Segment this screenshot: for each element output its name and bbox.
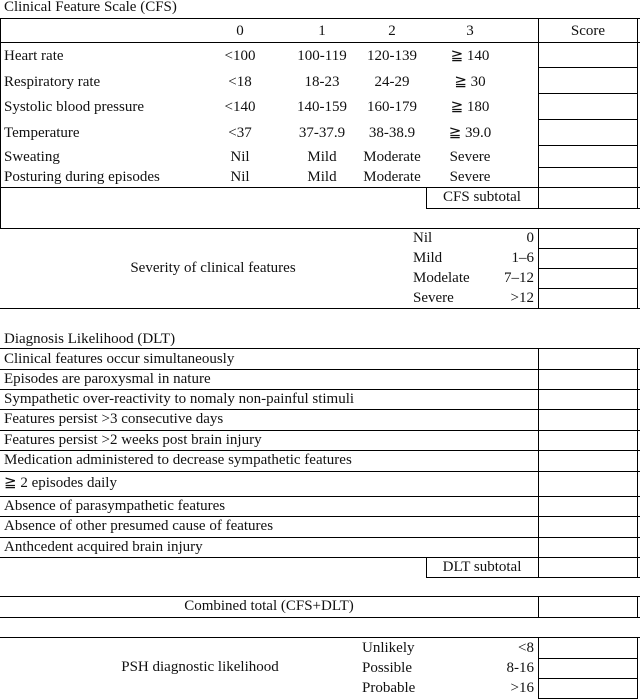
dlt-item: Clinical features occur simultaneously bbox=[4, 351, 235, 367]
cell-value: ≧ 140 bbox=[450, 48, 490, 64]
cell-value: Mild bbox=[307, 149, 337, 165]
divider bbox=[538, 678, 638, 679]
psh-likelihood-label: PSH diagnostic likelihood bbox=[121, 659, 279, 675]
cell-value: <100 bbox=[224, 48, 256, 64]
divider bbox=[0, 471, 640, 472]
row-label: Sweating bbox=[4, 149, 60, 165]
column-header-2: 2 bbox=[388, 23, 396, 39]
cfs-title: Clinical Feature Scale (CFS) bbox=[4, 0, 177, 15]
cell-value: 24-29 bbox=[374, 74, 410, 90]
cell-value: Moderate bbox=[363, 149, 421, 165]
divider bbox=[637, 348, 638, 577]
severity-mild-range: 1–6 bbox=[511, 250, 534, 266]
cell-value: 140-159 bbox=[297, 99, 347, 115]
divider bbox=[0, 18, 1, 228]
row-label: Temperature bbox=[4, 125, 80, 141]
divider bbox=[0, 308, 640, 309]
psh-possible-range: 8-16 bbox=[506, 660, 534, 676]
combined-total-label: Combined total (CFS+DLT) bbox=[184, 598, 354, 614]
divider bbox=[0, 348, 640, 349]
divider bbox=[538, 145, 638, 146]
divider bbox=[426, 577, 640, 578]
divider bbox=[0, 18, 640, 19]
cell-value: <140 bbox=[224, 99, 256, 115]
divider bbox=[637, 637, 638, 699]
psh-probable-range: >16 bbox=[510, 680, 534, 696]
cell-value: <37 bbox=[228, 125, 252, 141]
severity-label: Severity of clinical features bbox=[130, 260, 296, 276]
cell-value: ≧ 180 bbox=[450, 99, 490, 115]
severity-nil-label: Nil bbox=[413, 230, 433, 246]
divider bbox=[0, 42, 640, 43]
row-label: Heart rate bbox=[4, 48, 64, 64]
dlt-item: Episodes are paroxysmal in nature bbox=[4, 371, 211, 387]
divider bbox=[0, 557, 640, 558]
severity-severe-label: Severe bbox=[413, 290, 454, 306]
cell-value: 160-179 bbox=[367, 99, 417, 115]
divider bbox=[538, 248, 638, 249]
divider bbox=[538, 348, 539, 577]
cell-value: Mild bbox=[307, 169, 337, 185]
divider bbox=[538, 93, 638, 94]
psh-possible-label: Possible bbox=[362, 660, 413, 676]
dlt-item: Features persist >2 weeks post brain injury bbox=[4, 432, 262, 448]
cell-value: Severe bbox=[449, 149, 491, 165]
divider bbox=[0, 228, 640, 229]
dlt-item: ≧ 2 episodes daily bbox=[4, 475, 117, 491]
severity-mild-label: Mild bbox=[413, 250, 443, 266]
cell-value: Moderate bbox=[363, 169, 421, 185]
severity-severe-range: >12 bbox=[510, 290, 534, 306]
severity-nil-range: 0 bbox=[526, 230, 534, 246]
psh-unlikely-label: Unlikely bbox=[362, 640, 415, 656]
divider bbox=[538, 67, 638, 68]
row-label: Systolic blood pressure bbox=[4, 99, 144, 115]
dlt-title: Diagnosis Likelihood (DLT) bbox=[4, 331, 176, 347]
row-label: Respiratory rate bbox=[4, 74, 101, 90]
cell-value: 120-139 bbox=[367, 48, 417, 64]
divider bbox=[538, 288, 638, 289]
severity-moderate-range: 7–12 bbox=[504, 270, 534, 286]
dlt-item: Medication administered to decrease sympathetic features bbox=[4, 452, 352, 468]
column-header-0: 0 bbox=[236, 23, 244, 39]
cell-value: ≧ 30 bbox=[454, 74, 486, 90]
cell-value: 37-37.9 bbox=[298, 125, 346, 141]
divider bbox=[538, 167, 638, 168]
dlt-subtotal-label: DLT subtotal bbox=[442, 559, 522, 575]
divider bbox=[637, 18, 638, 208]
dlt-item: Absence of other presumed cause of features bbox=[4, 518, 274, 534]
divider bbox=[0, 617, 640, 618]
psh-probable-label: Probable bbox=[362, 680, 416, 696]
divider bbox=[538, 658, 638, 659]
dlt-item: Anthcedent acquired brain injury bbox=[4, 539, 203, 555]
dlt-item: Features persist >3 consecutive days bbox=[4, 411, 224, 427]
cell-value: Severe bbox=[449, 169, 491, 185]
score-header: Score bbox=[570, 23, 606, 39]
dlt-item: Sympathetic over-reactivity to nomaly non-painful stimuli bbox=[4, 391, 355, 407]
divider bbox=[0, 637, 640, 638]
divider bbox=[0, 187, 640, 188]
cell-value: <18 bbox=[228, 74, 252, 90]
cell-value: 100-119 bbox=[297, 48, 347, 64]
divider bbox=[538, 18, 539, 208]
cell-value: Nil bbox=[230, 149, 250, 165]
divider bbox=[426, 208, 640, 209]
cell-value: Nil bbox=[230, 169, 250, 185]
divider bbox=[538, 596, 539, 617]
divider bbox=[637, 596, 638, 617]
cell-value: 18-23 bbox=[304, 74, 340, 90]
divider bbox=[538, 637, 539, 699]
row-label: Posturing during episodes bbox=[4, 169, 160, 185]
column-header-3: 3 bbox=[466, 23, 474, 39]
dlt-item: Absence of parasympathetic features bbox=[4, 498, 226, 514]
column-header-1: 1 bbox=[318, 23, 326, 39]
cell-value: 38-38.9 bbox=[368, 125, 416, 141]
divider bbox=[538, 268, 638, 269]
cfs-subtotal-label: CFS subtotal bbox=[443, 189, 521, 205]
psh-unlikely-range: <8 bbox=[518, 640, 534, 656]
divider bbox=[538, 119, 638, 120]
cell-value: ≧ 39.0 bbox=[448, 125, 492, 141]
severity-moderate-label: Modelate bbox=[413, 270, 470, 286]
